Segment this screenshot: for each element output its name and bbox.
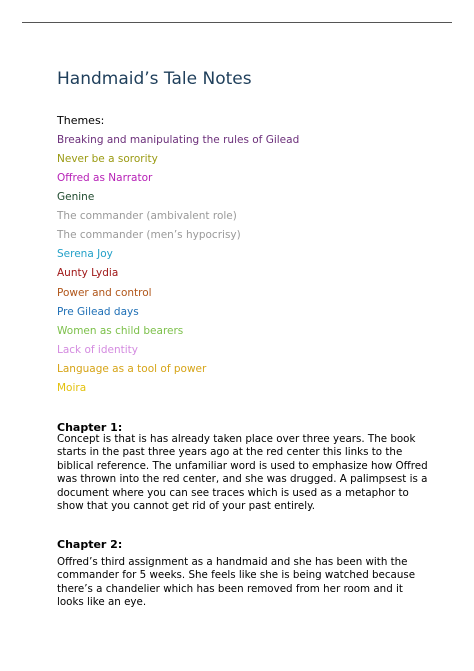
chapter-body: Concept is that is has already taken place over three years. The book starts in the past three years ago at the red center this links to the biblical reference. The unfamiliar word is used to emphasize how Offred was thrown into the red center, and she was drugged. A palimpsest is a document where you can see traces which is used as a metaphor to show that you cannot get rid of your past entirely.: [57, 433, 428, 513]
theme-item: Offred as Narrator: [57, 172, 153, 184]
chapter-heading: Chapter 1:: [57, 421, 123, 434]
chapter-body: Offred’s third assignment as a handmaid and she has been with the commander for 5 weeks. She feels like she is being watched because there’s a chandelier which has been removed from her room and it looks like an eye.: [57, 556, 416, 609]
theme-item: Power and control: [57, 287, 152, 299]
theme-item: The commander (ambivalent role): [57, 210, 237, 222]
theme-item: Breaking and manipulating the rules of Gilead: [57, 134, 300, 146]
themes-label: Themes:: [57, 114, 105, 127]
theme-item: Language as a tool of power: [57, 363, 207, 375]
theme-item: Lack of identity: [57, 344, 138, 356]
theme-item: The commander (men’s hypocrisy): [57, 229, 241, 241]
theme-item: Moira: [57, 382, 87, 394]
document-title: Handmaid’s Tale Notes: [57, 69, 252, 89]
chapter-heading: Chapter 2:: [57, 538, 123, 551]
theme-item: Genine: [57, 191, 95, 203]
theme-item: Never be a sorority: [57, 153, 158, 165]
theme-item: Serena Joy: [57, 248, 113, 260]
theme-item: Pre Gilead days: [57, 306, 139, 318]
theme-item: Women as child bearers: [57, 325, 184, 337]
top-rule: [22, 22, 452, 23]
theme-item: Aunty Lydia: [57, 267, 119, 279]
